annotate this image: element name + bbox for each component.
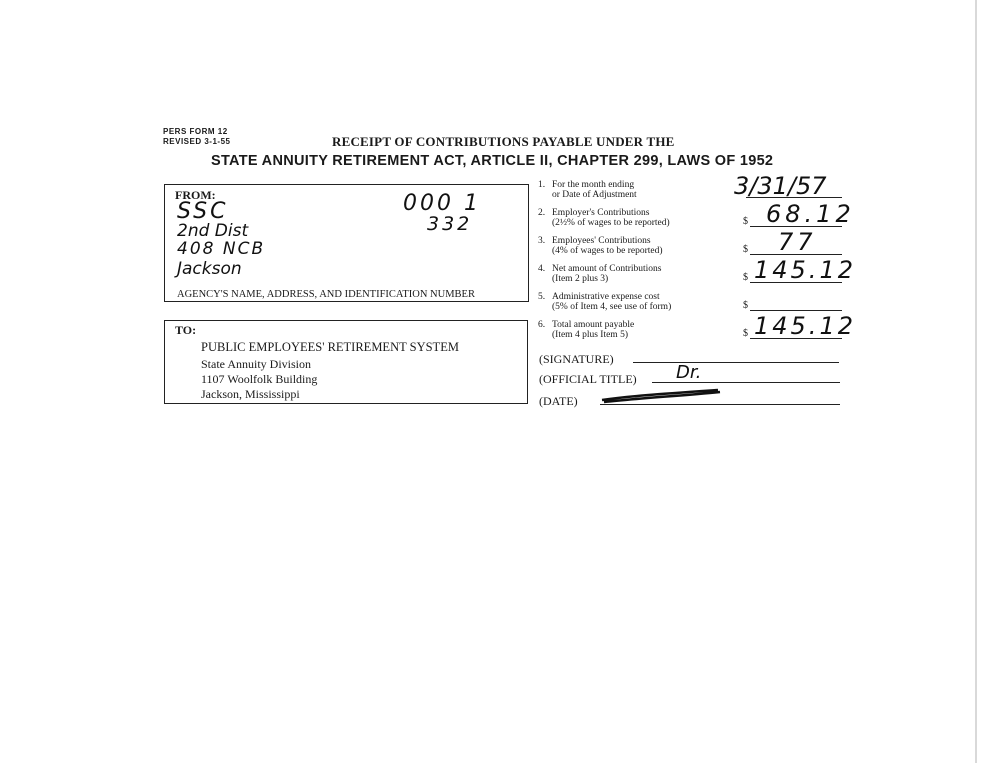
to-address-line-2: State Annuity Division bbox=[201, 357, 312, 371]
item-4-line bbox=[750, 282, 842, 283]
official-title-value: Dr. bbox=[676, 362, 702, 383]
form-revised-date: REVISED 3-1-55 bbox=[163, 137, 231, 146]
item-1-line bbox=[746, 197, 842, 198]
form-number: PERS FORM 12 bbox=[163, 127, 228, 136]
handwritten-agency-id-2: 332 bbox=[427, 213, 473, 235]
item-sublabel: (5% of Item 4, see use of form) bbox=[552, 302, 672, 312]
item-sublabel: (Item 4 plus Item 5) bbox=[552, 330, 628, 340]
date-label: (DATE) bbox=[539, 394, 578, 408]
to-label: TO: bbox=[175, 323, 197, 337]
item-label: Administrative expense cost bbox=[552, 292, 660, 302]
item-2-line bbox=[750, 226, 842, 227]
handwritten-agency-line-3: 408 NCB bbox=[177, 239, 266, 259]
from-caption: AGENCY'S NAME, ADDRESS, AND IDENTIFICATION NUMBER bbox=[177, 289, 475, 300]
to-box bbox=[164, 320, 528, 404]
handwritten-agency-id-1: 000 1 bbox=[403, 191, 481, 216]
item-number: 2. bbox=[538, 208, 546, 218]
item-number: 4. bbox=[538, 264, 546, 274]
signature-line bbox=[633, 362, 839, 363]
item-total-payable bbox=[538, 320, 634, 340]
item-sublabel: (Item 2 plus 3) bbox=[552, 274, 609, 284]
item-number: 3. bbox=[538, 236, 546, 246]
date-strikethrough-scribble bbox=[600, 386, 725, 406]
item-4-dollar: $ bbox=[743, 272, 748, 283]
signature-label: (SIGNATURE) bbox=[539, 352, 614, 366]
item-sublabel: (4% of wages to be reported) bbox=[552, 246, 663, 256]
scan-edge-shadow bbox=[975, 0, 977, 763]
item-label: For the month ending bbox=[552, 180, 635, 190]
item-admin-expense bbox=[538, 292, 671, 312]
item-4-value: 145.12 bbox=[754, 256, 856, 284]
to-address-line-3: 1107 Woolfolk Building bbox=[201, 372, 318, 386]
item-1-value: 3/31/57 bbox=[734, 172, 827, 200]
item-sublabel: (2½% of wages to be reported) bbox=[552, 218, 670, 228]
item-6-value: 145.12 bbox=[754, 312, 856, 340]
form-identifier bbox=[163, 127, 230, 147]
item-number: 5. bbox=[538, 292, 546, 302]
to-address-line-4: Jackson, Mississippi bbox=[201, 387, 300, 401]
item-2-dollar: $ bbox=[743, 216, 748, 227]
item-5-line bbox=[750, 310, 842, 311]
from-label: FROM: bbox=[175, 188, 216, 202]
handwritten-agency-line-4: Jackson bbox=[177, 259, 242, 279]
item-3-dollar: $ bbox=[743, 244, 748, 255]
item-month-ending bbox=[538, 180, 637, 200]
item-sublabel: or Date of Adjustment bbox=[552, 190, 637, 200]
form-title-line-2: STATE ANNUITY RETIREMENT ACT, ARTICLE II, CHAPTER 299, LAWS OF 1952 bbox=[211, 153, 774, 169]
to-address-line-1: PUBLIC EMPLOYEES' RETIREMENT SYSTEM bbox=[201, 340, 459, 354]
item-label: Employer's Contributions bbox=[552, 208, 650, 218]
item-6-line bbox=[750, 338, 842, 339]
handwritten-agency-line-1: SSC bbox=[177, 199, 229, 224]
item-employee-contributions bbox=[538, 236, 663, 256]
item-employer-contributions bbox=[538, 208, 670, 228]
item-3-line bbox=[750, 254, 842, 255]
item-label: Net amount of Contributions bbox=[552, 264, 662, 274]
item-2-value: 68.12 bbox=[766, 200, 855, 228]
form-title-line-1: RECEIPT OF CONTRIBUTIONS PAYABLE UNDER THE bbox=[332, 134, 675, 149]
item-6-dollar: $ bbox=[743, 328, 748, 339]
item-3-value: 77 bbox=[778, 228, 817, 256]
item-number: 1. bbox=[538, 180, 546, 190]
handwritten-agency-line-2: 2nd Dist bbox=[177, 221, 249, 241]
item-label: Total amount payable bbox=[552, 320, 635, 330]
official-title-line bbox=[652, 382, 840, 383]
official-title-label: (OFFICIAL TITLE) bbox=[539, 372, 637, 386]
item-label: Employees' Contributions bbox=[552, 236, 651, 246]
from-box bbox=[164, 184, 529, 302]
item-number: 6. bbox=[538, 320, 546, 330]
item-net-amount bbox=[538, 264, 662, 284]
item-5-dollar: $ bbox=[743, 300, 748, 311]
